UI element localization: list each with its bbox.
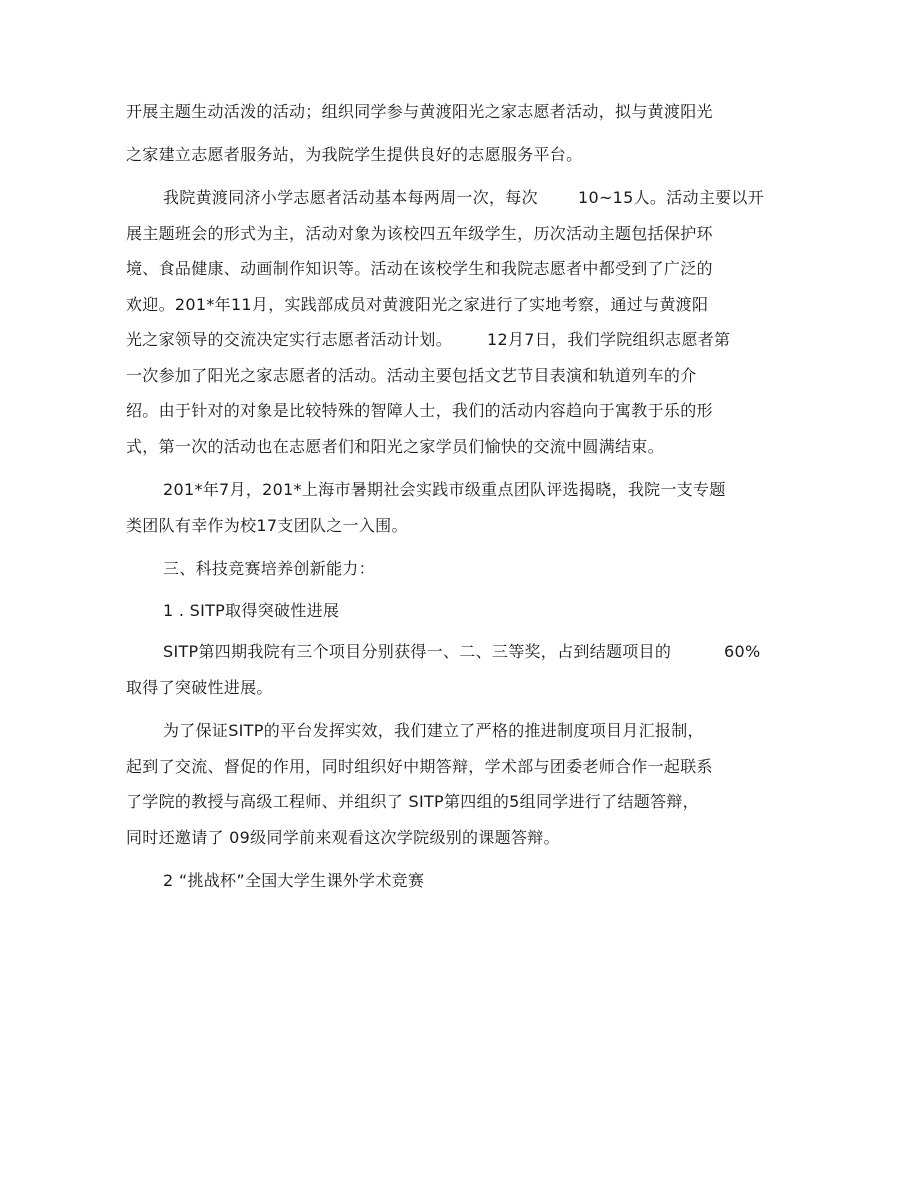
text-line: 欢迎。201*年11月，实践部成员对黄渡阳光之家进行了实地考察，通过与黄渡阳 (126, 295, 709, 314)
text-line: 201*年7月，201*上海市暑期社会实践市级重点团队评选揭晓，我院一支专题 (163, 480, 726, 499)
text-line: 类团队有幸作为校17支团队之一入围。 (126, 516, 408, 535)
text-line: 之家建立志愿者服务站，为我院学生提供良好的志愿服务平台。 (126, 145, 583, 164)
subsection-heading: 1 . SITP取得突破性进展 (163, 601, 340, 620)
text-line: 一次参加了阳光之家志愿者的活动。活动主要包括文艺节目表演和轨道列车的介 (126, 366, 697, 385)
text-line: 取得了突破性进展。 (126, 678, 273, 697)
text-line: 为了保证SITP的平台发挥实效，我们建立了严格的推进制度项目月汇报制， (163, 721, 704, 740)
section-heading: 三、科技竞赛培养创新能力： (163, 559, 375, 578)
text-line: 我院黄渡同济小学志愿者活动基本每两周一次，每次 (163, 188, 538, 207)
text-line: 10~15人。活动主要以开 (578, 188, 765, 207)
text-line: 同时还邀请了 09级同学前来观看这次学院级别的课题答辩。 (126, 828, 560, 847)
text-line: 了学院的教授与高级工程师、并组织了 SITP第四组的5组同学进行了结题答辩， (126, 792, 699, 811)
text-line: 60% (724, 642, 761, 661)
text-line: 起到了交流、督促的作用，同时组织好中期答辩，学术部与团委老师合作一起联系 (126, 757, 713, 776)
text-line: 绍。由于针对的对象是比较特殊的智障人士，我们的活动内容趋向于寓教于乐的形 (126, 401, 713, 420)
text-line: 12月7日，我们学院组织志愿者第 (487, 330, 731, 349)
text-line: 展主题班会的形式为主，活动对象为该校四五年级学生，历次活动主题包括保护环 (126, 224, 713, 243)
subsection-heading: 2 “挑战杯”全国大学生课外学术竞赛 (163, 871, 425, 890)
text-line: 式，第一次的活动也在志愿者们和阳光之家学员们愉快的交流中圆满结束。 (126, 437, 664, 456)
text-line: 光之家领导的交流决定实行志愿者活动计划。 (126, 330, 453, 349)
text-line: 境、食品健康、动画制作知识等。活动在该校学生和我院志愿者中都受到了广泛的 (126, 259, 713, 278)
text-line: SITP第四期我院有三个项目分别获得一、二、三等奖，占到结题项目的 (163, 642, 672, 661)
text-line: 开展主题生动活泼的活动；组织同学参与黄渡阳光之家志愿者活动，拟与黄渡阳光 (126, 102, 713, 121)
